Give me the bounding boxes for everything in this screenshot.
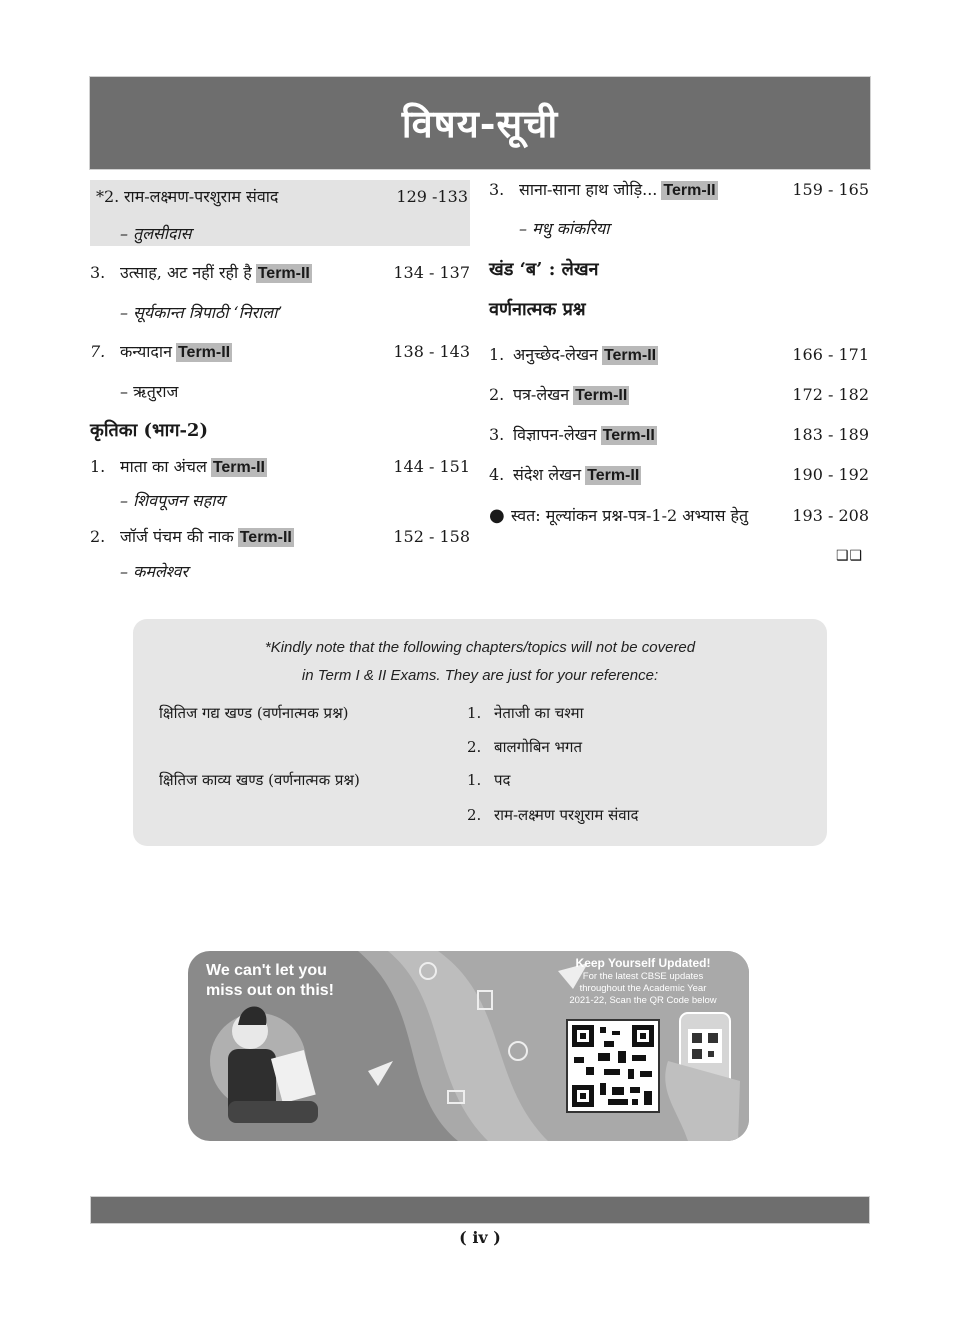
item-number: 2. bbox=[489, 385, 505, 404]
item-number: 4. bbox=[489, 465, 505, 484]
page-number: ( iv ) bbox=[459, 1228, 501, 1247]
item-title: साना-साना हाथ जोड़ि... bbox=[519, 180, 658, 199]
item-number: 1. bbox=[489, 345, 505, 364]
item-title: पत्र-लेखन bbox=[513, 385, 570, 404]
item-author: – सूर्यकान्त त्रिपाठी ‘निराला’ bbox=[120, 303, 283, 322]
item-number: 3. bbox=[489, 425, 505, 444]
note-line-2: in Term I & II Exams. They are just for your reference: bbox=[301, 667, 659, 684]
bullet-icon: ● bbox=[489, 505, 505, 526]
item-title: जॉर्ज पंचम की नाक bbox=[120, 527, 234, 546]
item-pages: 193 - 208 bbox=[792, 506, 869, 525]
banner-headline-2: miss out on this! bbox=[206, 982, 334, 999]
item-number: 2. bbox=[90, 527, 106, 546]
note-item-number: 1. bbox=[467, 704, 482, 722]
item-pages: 144 - 151 bbox=[393, 457, 470, 476]
qr-code-icon[interactable] bbox=[566, 1019, 660, 1113]
item-title: उत्साह, अट नहीं रही है bbox=[120, 263, 252, 282]
note-item-number: 1. bbox=[467, 771, 482, 789]
banner-line-2: throughout the Academic Year bbox=[579, 983, 707, 994]
promo-banner[interactable] bbox=[188, 951, 749, 1141]
note-item: राम-लक्ष्मण परशुराम संवाद bbox=[494, 806, 639, 824]
item-title: राम-लक्ष्मण-परशुराम संवाद bbox=[124, 187, 279, 206]
item-author: – शिवपूजन सहाय bbox=[120, 491, 225, 510]
note-item: बालगोबिन भगत bbox=[494, 738, 583, 756]
term-badge: Term-II bbox=[663, 182, 716, 199]
term-badge: Term-II bbox=[575, 387, 628, 404]
term-badge: Term-II bbox=[212, 459, 265, 476]
item-author: – मधु कांकरिया bbox=[519, 219, 610, 238]
term-badge: Term-II bbox=[587, 467, 640, 484]
item-title: संदेश लेखन bbox=[513, 465, 582, 484]
item-pages: 183 - 189 bbox=[792, 425, 869, 444]
item-pages: 152 - 158 bbox=[393, 527, 470, 546]
banner-title: Keep Yourself Updated! bbox=[575, 956, 711, 970]
item-title: कन्यादान bbox=[120, 342, 172, 361]
item-number: 7. bbox=[90, 342, 106, 361]
item-pages: 138 - 143 bbox=[393, 342, 470, 361]
item-number: 3. bbox=[489, 180, 505, 199]
end-mark: ❑❑ bbox=[836, 548, 864, 564]
section-heading: कृतिका (भाग-2) bbox=[90, 420, 208, 441]
item-title: स्वत: मूल्यांकन प्रश्न-पत्र-1-2 अभ्यास हेतु bbox=[511, 506, 749, 525]
note-item: नेताजी का चश्मा bbox=[494, 704, 584, 722]
section-heading: खंड ‘ब’ : लेखन bbox=[489, 259, 599, 280]
item-pages: 134 - 137 bbox=[393, 263, 470, 282]
item-number: 1. bbox=[90, 457, 106, 476]
banner-headline-1: We can't let you bbox=[206, 962, 327, 979]
item-pages: 190 - 192 bbox=[792, 465, 869, 484]
note-label: क्षितिज काव्य खण्ड (वर्णनात्मक प्रश्न) bbox=[159, 771, 360, 789]
banner-line-3: 2021-22, Scan the QR Code below bbox=[569, 995, 717, 1006]
item-pages: 172 - 182 bbox=[792, 385, 869, 404]
item-number: 3. bbox=[90, 263, 106, 282]
page-title: विषय-सूची bbox=[401, 101, 559, 146]
subsection-heading: वर्णनात्मक प्रश्न bbox=[489, 299, 586, 320]
note-box bbox=[133, 619, 827, 846]
item-pages: 129 -133 bbox=[396, 187, 468, 206]
footer-bar bbox=[90, 1196, 870, 1224]
note-label: क्षितिज गद्य खण्ड (वर्णनात्मक प्रश्न) bbox=[159, 704, 349, 722]
item-title: माता का अंचल bbox=[120, 457, 207, 476]
note-line-1: *Kindly note that the following chapters/topics will not be covered bbox=[264, 639, 696, 656]
note-item-number: 2. bbox=[467, 806, 482, 824]
item-author: – तुलसीदास bbox=[120, 224, 192, 243]
item-pages: 166 - 171 bbox=[792, 345, 869, 364]
item-title: अनुच्छेद-लेखन bbox=[513, 345, 598, 364]
item-author: – कमलेश्वर bbox=[120, 562, 189, 581]
item-number: *2. bbox=[96, 187, 120, 206]
title-bar bbox=[89, 76, 871, 170]
banner-line-1: For the latest CBSE updates bbox=[582, 971, 704, 982]
term-badge: Term-II bbox=[239, 529, 292, 546]
term-badge: Term-II bbox=[257, 265, 310, 282]
term-badge: Term-II bbox=[602, 427, 655, 444]
item-title: विज्ञापन-लेखन bbox=[513, 425, 597, 444]
item-pages: 159 - 165 bbox=[792, 180, 869, 199]
note-item-number: 2. bbox=[467, 738, 482, 756]
term-badge: Term-II bbox=[603, 347, 657, 364]
item-author: – ऋतुराज bbox=[120, 382, 179, 401]
note-item: पद bbox=[494, 771, 511, 789]
term-badge: Term-II bbox=[177, 344, 231, 361]
